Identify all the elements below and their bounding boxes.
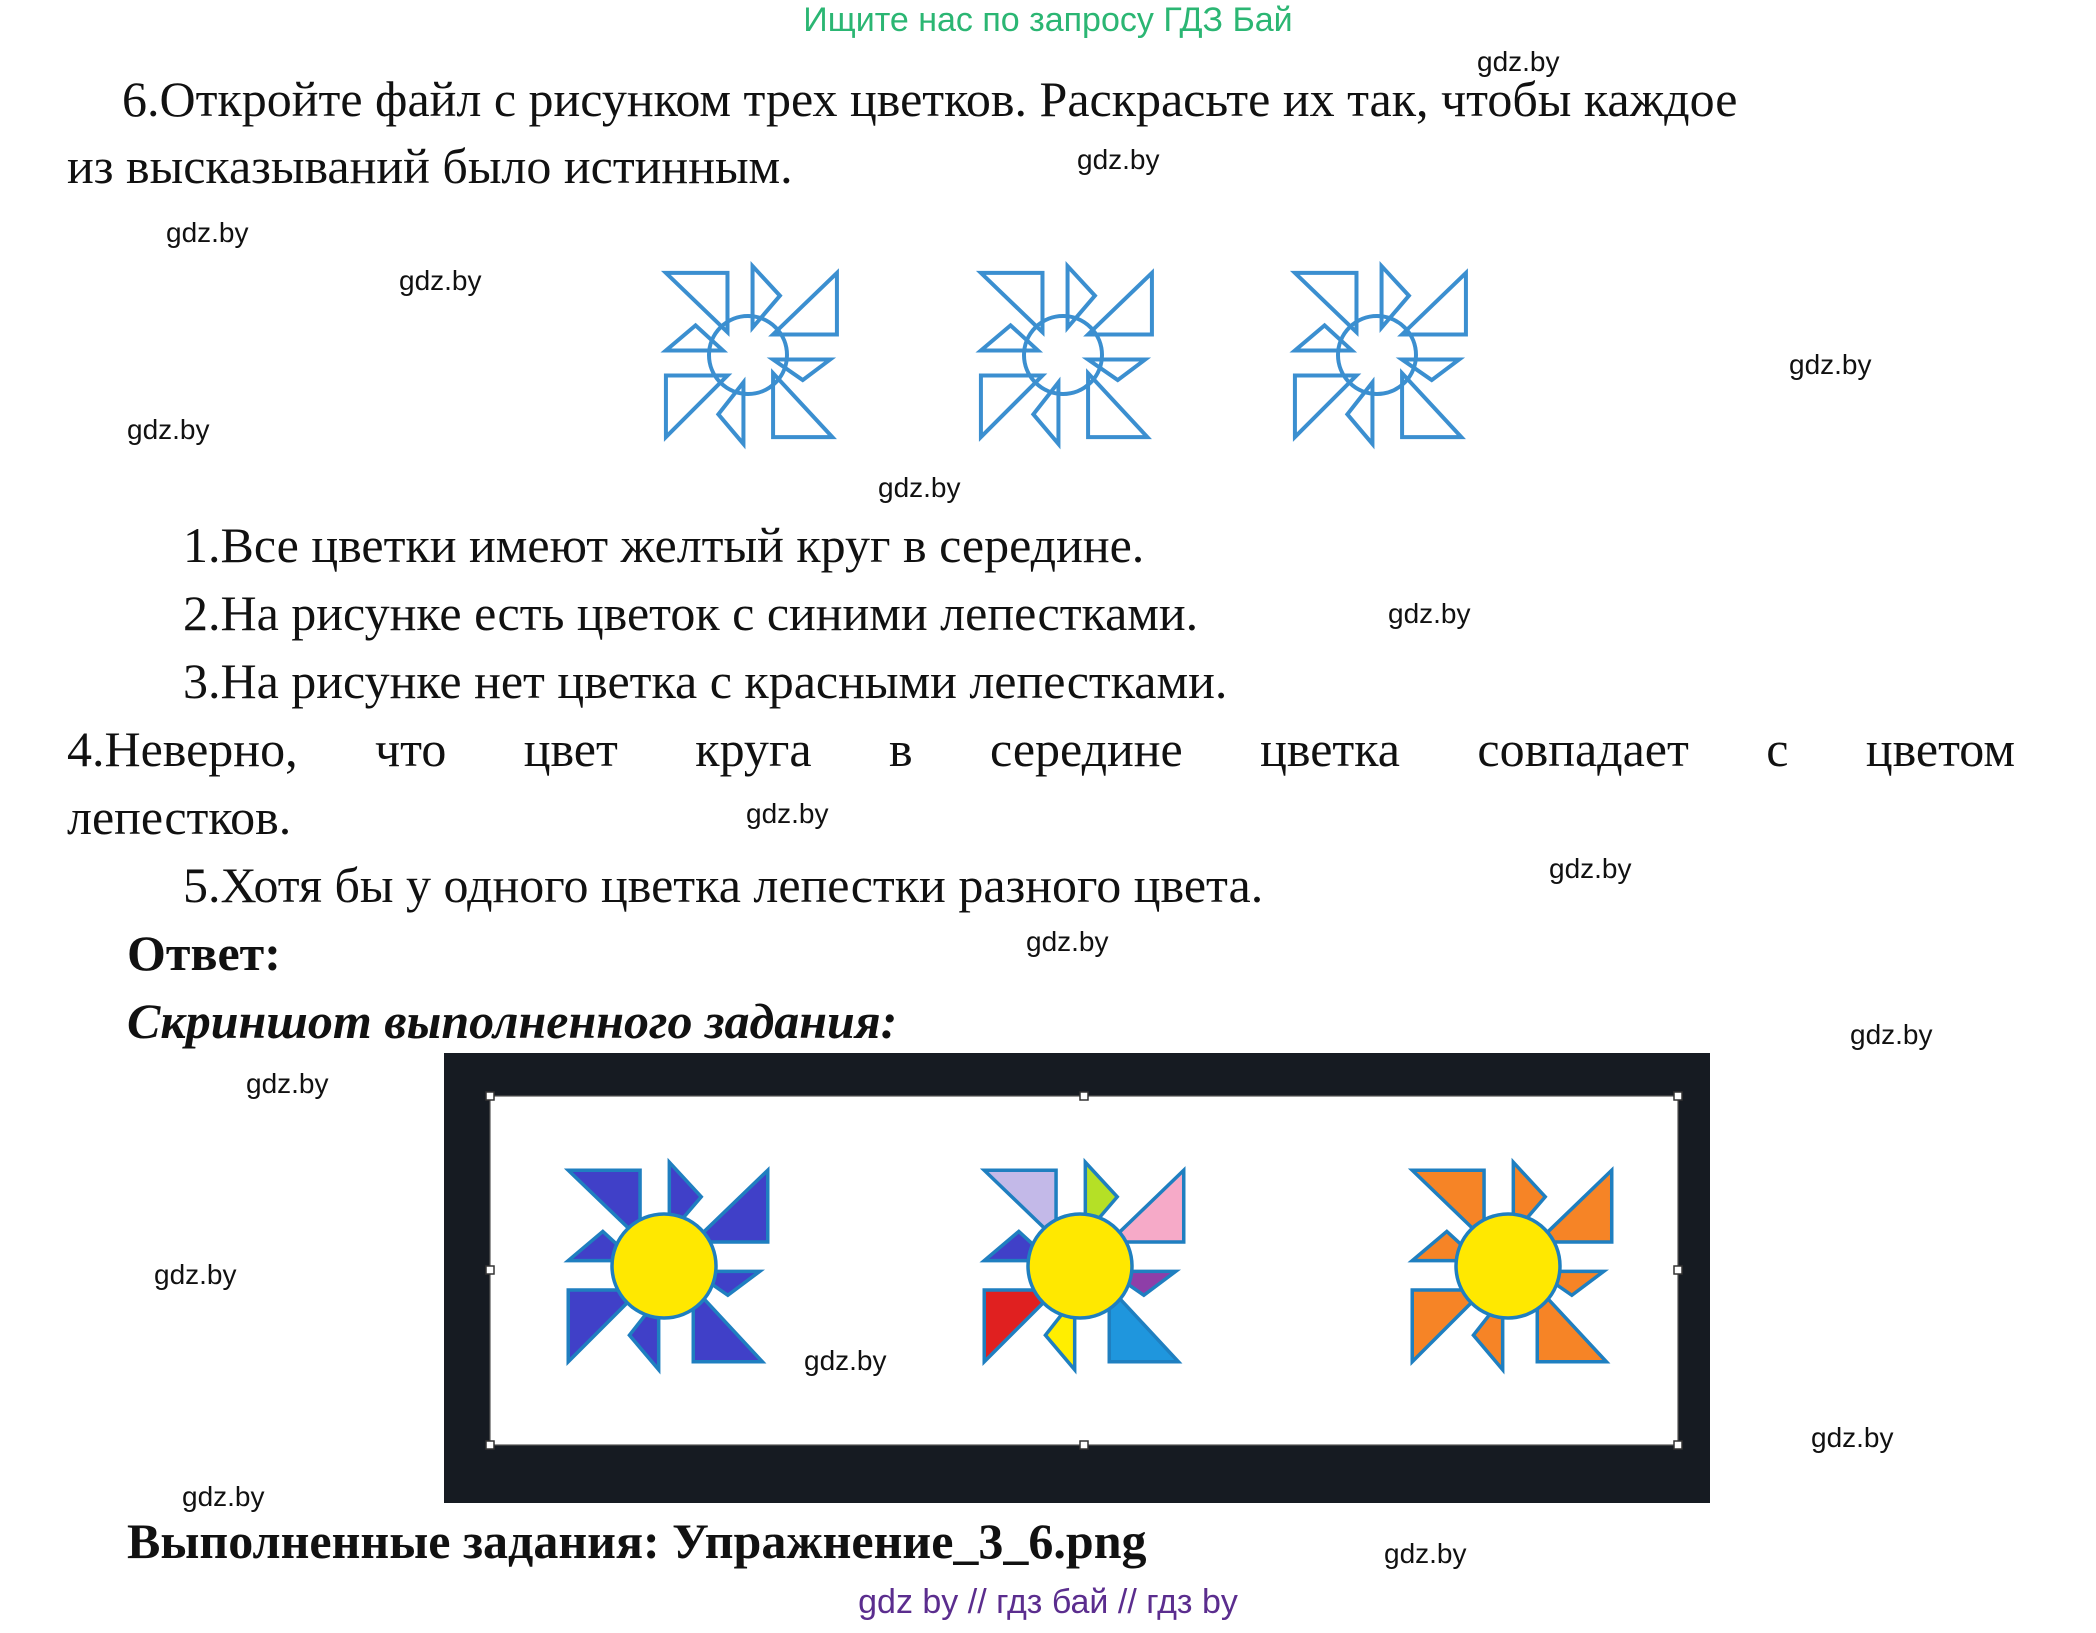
statement-1: 1.Все цветки имеют желтый круг в середине. bbox=[183, 517, 1145, 573]
petal bbox=[1295, 376, 1357, 438]
uncolored-flowers-figure bbox=[620, 230, 1500, 480]
watermark: gdz.by bbox=[127, 414, 210, 445]
statement-3: 3.На рисунке нет цветка с красными лепестками. bbox=[183, 653, 1228, 709]
petal bbox=[666, 273, 728, 332]
answer-label: Ответ: bbox=[127, 925, 281, 981]
petal bbox=[1402, 373, 1461, 437]
watermark: gdz.by bbox=[154, 1259, 237, 1290]
petal bbox=[1295, 273, 1357, 332]
selection-handle bbox=[486, 1441, 494, 1449]
petal bbox=[666, 376, 728, 438]
watermark: gdz.by bbox=[166, 217, 249, 248]
completed-task-screenshot bbox=[444, 1053, 1710, 1503]
flower-center bbox=[1028, 1214, 1132, 1318]
petal bbox=[773, 373, 832, 437]
flower-center bbox=[1338, 316, 1416, 394]
selection-handle bbox=[486, 1266, 494, 1274]
statement-2: 2.На рисунке есть цветок с синими лепестками. bbox=[183, 585, 1199, 641]
watermark: gdz.by bbox=[1388, 598, 1471, 629]
colored-flowers-canvas bbox=[444, 1053, 1710, 1503]
watermark: gdz.by bbox=[1026, 926, 1109, 957]
watermark: gdz.by bbox=[878, 472, 961, 503]
watermark: gdz.by bbox=[1549, 853, 1632, 884]
selection-handle bbox=[1080, 1441, 1088, 1449]
watermark: gdz.by bbox=[246, 1068, 329, 1099]
petal bbox=[773, 273, 837, 335]
statement-5: 5.Хотя бы у одного цветка лепестки разного цвета. bbox=[183, 857, 1264, 913]
watermark: gdz.by bbox=[182, 1481, 265, 1512]
watermark: gdz.by bbox=[1477, 46, 1560, 77]
petal bbox=[981, 376, 1043, 438]
footer-links[interactable]: gdz by // гдз бай // гдз by bbox=[858, 1583, 1238, 1621]
search-hint-link[interactable]: Ищите нас по запросу ГДЗ Бай bbox=[803, 1, 1293, 39]
task-text-line-2: из высказываний было истинным. bbox=[67, 138, 793, 194]
watermark: gdz.by bbox=[1789, 349, 1872, 380]
watermark: gdz.by bbox=[1077, 144, 1160, 175]
watermark: gdz.by bbox=[804, 1345, 887, 1376]
statement-4-line-1: 4.Неверно, что цвет круга в середине цветка совпадает с цветом bbox=[67, 721, 2015, 777]
watermark: gdz.by bbox=[1384, 1538, 1467, 1569]
screenshot-label: Скриншот выполненного задания: bbox=[127, 993, 898, 1049]
watermark: gdz.by bbox=[1850, 1019, 1933, 1050]
petal bbox=[1088, 373, 1147, 437]
petal bbox=[1402, 273, 1466, 335]
watermark: gdz.by bbox=[746, 798, 829, 829]
selection-handle bbox=[1080, 1092, 1088, 1100]
selection-handle bbox=[1674, 1441, 1682, 1449]
statement-4-line-2: лепестков. bbox=[67, 789, 292, 845]
flower-center bbox=[709, 316, 787, 394]
selection-handle bbox=[1674, 1266, 1682, 1274]
watermark: gdz.by bbox=[399, 265, 482, 296]
watermark: gdz.by bbox=[1811, 1422, 1894, 1453]
petal bbox=[1088, 273, 1152, 335]
selection-handle bbox=[1674, 1092, 1682, 1100]
completed-file-name: Выполненные задания: Упражнение_3_6.png bbox=[127, 1513, 1147, 1569]
selection-handle bbox=[486, 1092, 494, 1100]
flower-center bbox=[1024, 316, 1102, 394]
flower-center bbox=[612, 1214, 716, 1318]
petal bbox=[981, 273, 1043, 332]
flower-center bbox=[1456, 1214, 1560, 1318]
task-text-line-1: 6.Откройте файл с рисунком трех цветков. Раскрасьте их так, чтобы каждое bbox=[122, 71, 1738, 127]
